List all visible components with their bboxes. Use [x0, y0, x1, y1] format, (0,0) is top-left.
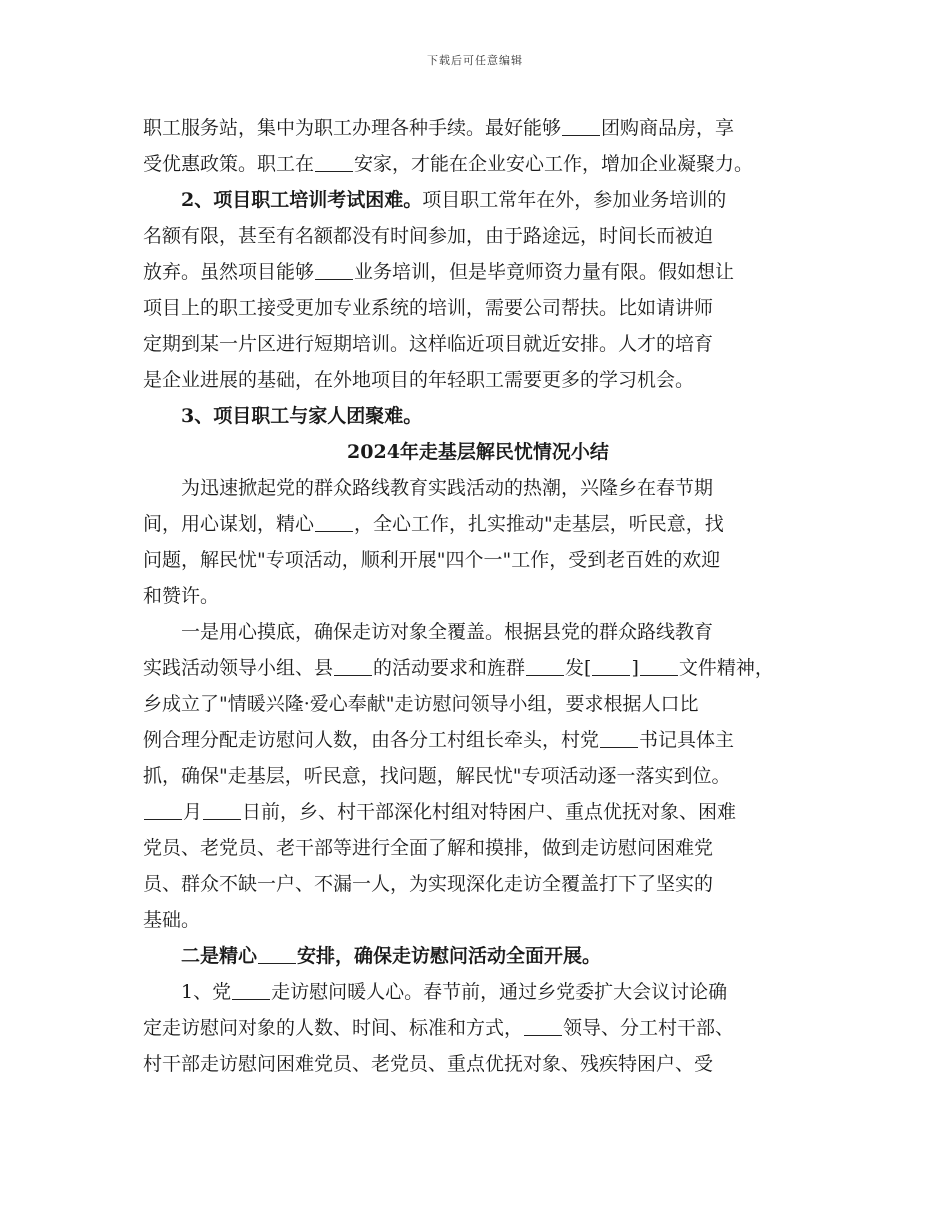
- text-line: 基础。: [143, 909, 201, 931]
- page-header: 下载后可任意编辑: [427, 54, 523, 67]
- blank-underline: [258, 943, 296, 964]
- text-line: 党员、老党员、老干部等进行全面了解和摸排，做到走访慰问困难党: [143, 837, 714, 859]
- document-title: 2024年走基层解民忧情况小结: [347, 441, 609, 463]
- text-line: 月 日前，乡、村干部深化村组对特困户、重点优抚对象、困难: [143, 794, 813, 830]
- text-line: 间，用心谋划，精心 ，全心工作，扎实推动"走基层，听民意，找: [143, 513, 724, 535]
- blank-underline: [144, 799, 182, 820]
- text-line: 员、群众不缺一户、不漏一人，为实现深化走访全覆盖打下了坚实的: [143, 873, 714, 895]
- blank-underline: [526, 655, 564, 676]
- text-line: 放弃。虽然项目能够 业务培训，但是毕竟师资力量有限。假如想让: [143, 261, 735, 283]
- text-line: 定走访慰问对象的人数、时间、标准和方式， 领导、分工村干部、: [143, 1017, 735, 1039]
- text-line: 职工服务站，集中为职工办理各种手续。最好能够 团购商品房，享: [143, 117, 735, 139]
- text-line: 和赞许。: [143, 585, 220, 607]
- blank-underline: [524, 1015, 562, 1036]
- text-line: 村干部走访慰问困难党员、老党员、重点优抚对象、残疾特困户、受: [143, 1053, 714, 1075]
- blank-underline: [203, 799, 241, 820]
- text-line: 一是用心摸底，确保走访对象全覆盖。根据县党的群众路线教育: [143, 621, 714, 643]
- blank-underline: [315, 511, 353, 532]
- text-line: 名额有限，甚至有名额都没有时间参加，由于路途远，时间长而被迫: [143, 225, 714, 247]
- item-lead-phrase: 2、项目职工培训考试困难。: [143, 189, 423, 211]
- text-line: 例合理分配走访慰问人数，由各分工村组长牵头，村党 书记具体主: [143, 729, 735, 751]
- text-line: 1、党 走访慰问暖人心。春节前，通过乡党委扩大会议讨论确: [143, 981, 728, 1003]
- text-line: 问题，解民忧"专项活动，顺利开展"四个一"工作，受到老百姓的欢迎: [143, 549, 721, 571]
- blank-underline: [562, 115, 600, 136]
- text-line: 定期到某一片区进行短期培训。这样临近项目就近安排。人才的培育: [143, 333, 714, 355]
- blank-underline: [315, 259, 353, 280]
- blank-underline: [315, 151, 353, 172]
- section-heading-2: 二是精心 安排，确保走访慰问活动全面开展。: [143, 945, 602, 967]
- text-line: 实践活动领导小组、县 的活动要求和旌群 发[ ] 文件精神，: [143, 657, 774, 679]
- document-body: [143, 110, 813, 1082]
- text-line: 是企业进展的基础，在外地项目的年轻职工需要更多的学习机会。: [143, 369, 695, 391]
- text-line: 项目上的职工接受更加专业系统的培训，需要公司帮扶。比如请讲师: [143, 297, 714, 319]
- blank-underline: [640, 655, 678, 676]
- blank-underline: [334, 655, 372, 676]
- blank-underline: [232, 979, 270, 1000]
- section-item-3: 3、项目职工与家人团聚难。: [143, 405, 423, 427]
- text-line: 受优惠政策。职工在 安家，才能在企业安心工作，增加企业凝聚力。: [143, 153, 754, 175]
- text-line: 乡成立了"情暖兴隆·爱心奉献"走访慰问领导小组，要求根据人口比: [143, 693, 699, 715]
- section-item-2: 2、项目职工培训考试困难。项目职工常年在外，参加业务培训的: [143, 189, 727, 211]
- text-line: 抓，确保"走基层，听民意，找问题，解民忧"专项活动逐一落实到位。: [143, 765, 731, 787]
- blank-underline: [592, 655, 630, 676]
- blank-underline: [600, 727, 638, 748]
- text-line: 为迅速掀起党的群众路线教育实践活动的热潮，兴隆乡在春节期: [143, 477, 714, 499]
